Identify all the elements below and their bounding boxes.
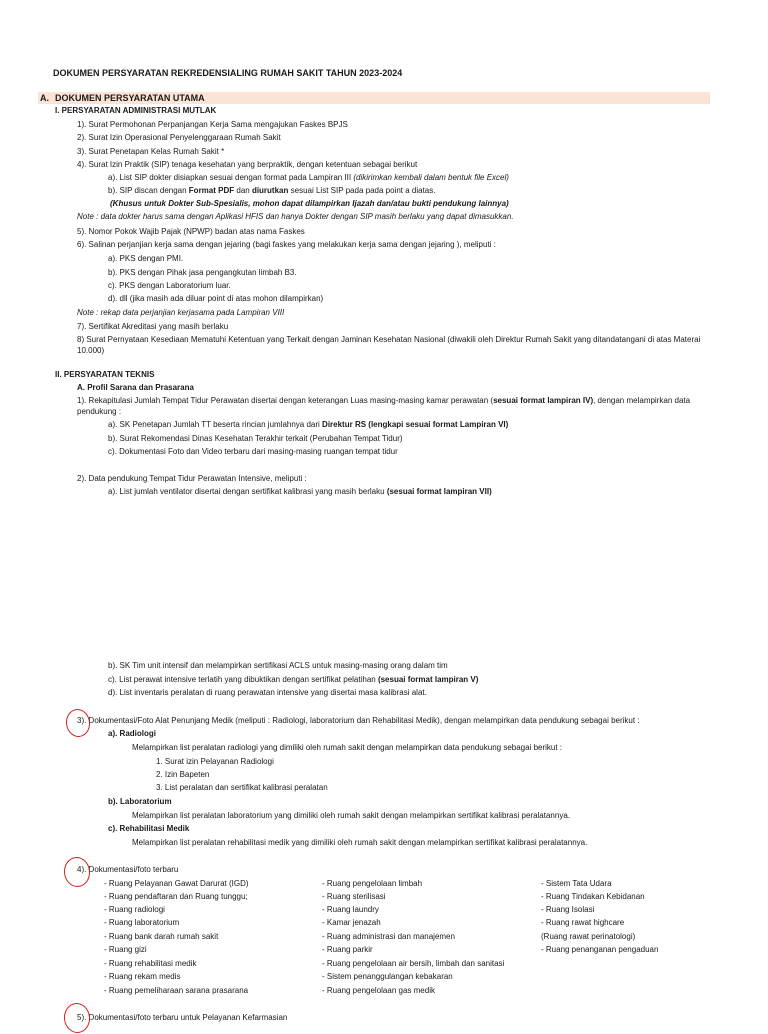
p1a-bold: Direktur RS (lengkapi sesuai format Lampiran VI) [322,420,509,429]
p2a-bold: (sesuai format lampiran VII) [386,487,492,496]
item4b-t2: Format PDF [188,186,235,195]
part1-note1: Note : data dokter harus sama dengan Aplikasi HFIS dan hanya Dokter dengan SIP masih berlaku yang dapat dimasukkan. [77,212,514,221]
list-item: - Ruang penanganan pengaduan [541,945,659,954]
list-item: - Ruang pengelolaan gas medik [322,986,435,995]
part1-item3: 3). Surat Penetapan Kelas Rumah Sakit * [77,147,225,156]
part2-p4: 4). Dokumentasi/foto terbaru [77,865,179,874]
part2-p3a: a). Radiologi [108,729,156,738]
part2-p3b-desc: Melampirkan list peralatan laboratorium yang dimiliki oleh rumah sakit dengan melampirkan sertifikat kalibrasi peralatannya. [132,811,570,820]
red-circle-annotation-5 [63,1002,92,1034]
part1-item4-special: (Khusus untuk Dokter Sub-Spesialis, mohon dapat dilampirkan Ijazah dan/atau bukti pendukung lainnya) [110,199,509,208]
part2-p1-line1 [77,396,690,406]
list-item: - Ruang parkir [322,945,373,954]
list-item: - Ruang rawat highcare [541,918,625,927]
part1-item4b [108,186,435,196]
part2-p5: 5). Dokumentasi/foto terbaru untuk Pelayanan Kefarmasian [77,1013,288,1022]
list-item: - Ruang laboratorium [104,918,180,927]
part1-item6b: b). PKS dengan Pihak jasa pengangkutan limbah B3. [108,268,297,277]
part1-item8-line1: 8) Surat Pernyataan Kesediaan Mematuhi Ketentuan yang Terkait dengan Jaminan Kesehatan Nasional (diwakili oleh Direktur Rumah Sakit yang ditandatangani di atas Materai [77,335,701,344]
part2-p3a-3: 3. List peralatan dan sertifikat kalibrasi peralatan [156,783,328,792]
part1-item6c: c). PKS dengan Laboratorium luar. [108,281,231,290]
list-item: - Ruang sterilisasi [322,892,386,901]
part1-item2: 2). Surat Izin Operasional Penyelenggaraan Rumah Sakit [77,133,281,142]
part2-p2: 2). Data pendukung Tempat Tidur Perawatan Intensive, meliputi : [77,474,307,483]
list-item: - Sistem penanggulangan kebakaran [322,972,453,981]
part1-item6d: d). dll (jika masih ada diluar point di atas mohon dilampirkan) [108,294,324,303]
document-title: DOKUMEN PERSYARATAN REKREDENSIALING RUMAH SAKIT TAHUN 2023-2024 [53,68,403,78]
section-a-number: A. [40,93,49,103]
part2-p1c: c). Dokumentasi Foto dan Video terbaru dari masing-masing ruangan tempat tidur [108,447,398,456]
part2-p3: 3). Dokumentasi/Foto Alat Penunjang Medik (meliputi : Radiologi, laboratorium dan Rehabilitasi Medik), dengan melampirkan data pendukung sebagai berikut : [77,716,640,725]
list-item: - Ruang pengelolaan air bersih, limbah dan sanitasi [322,959,505,968]
list-item: - Ruang bank darah rumah sakit [104,932,219,941]
list-item: (Ruang rawat perinatologi) [541,932,636,941]
item4b-t5: sesuai List SIP pada pada point a diatas. [288,186,436,195]
part2-p3b: b). Laboratorium [108,797,172,806]
list-item: - Ruang radiologi [104,905,165,914]
part1-item5: 5). Nomor Pokok Wajib Pajak (NPWP) badan atas nama Faskes [77,227,305,236]
part2-heading: II. PERSYARATAN TEKNIS [55,370,155,379]
item4b-t3: dan [234,186,252,195]
part2-p3a-desc: Melampirkan list peralatan radiologi yang dimiliki oleh rumah sakit dengan melampirkan data pendukung sebagai berikut : [132,743,563,752]
part1-item8-line2: 10.000) [77,346,105,355]
part2-p2a [108,487,492,497]
part2-p2b: b). SK Tim unit intensif dan melampirkan sertifikasi ACLS untuk masing-masing orang dalam tim [108,661,448,670]
part1-item7: 7). Sertifikat Akreditasi yang masih berlaku [77,322,229,331]
p1-bold: sesuai format lampiran IV) [493,396,594,405]
list-item: - Ruang laundry [322,905,379,914]
list-item: - Ruang rekam medis [104,972,181,981]
part2-subA: A. Profil Sarana dan Prasarana [77,383,194,392]
list-item: - Ruang Pelayanan Gawat Darurat (IGD) [104,879,249,888]
p2c-text: c). List perawat intensive terlatih yang dibuktikan dengan sertifikat pelatihan [108,675,378,684]
item4b-t1: b). SIP discan dengan [108,186,189,195]
p2c-bold: (sesuai format lampiran V) [377,675,479,684]
part2-p2d: d). List inventaris peralatan di ruang perawatan intensive yang disertai masa kalibrasi alat. [108,688,427,697]
part2-p3a-2: 2. Izin Bapeten [156,770,210,779]
list-item: - Ruang gizi [104,945,147,954]
part2-p1-line2: pendukung : [77,407,122,416]
part2-p3c-desc: Melampirkan list peralatan rehabilitasi medik yang dimiliki oleh rumah sakit dengan melampirkan sertifikat kalibrasi peralatannya. [132,838,588,847]
part1-heading: I. PERSYARATAN ADMINISTRASI MUTLAK [55,106,217,115]
part1-note2: Note : rekap data perjanjian kerjasama pada Lampiran VIII [77,308,285,317]
list-item: - Ruang administrasi dan manajemen [322,932,455,941]
list-item: - Ruang Isolasi [541,905,595,914]
p1-post: , dengan melampirkan data [593,396,691,405]
part1-item4: 4). Surat Izin Praktik (SIP) tenaga kesehatan yang berpraktik, dengan ketentuan sebagai berikut [77,160,418,169]
part2-p3a-1: 1. Surat izin Pelayanan Radiologi [156,757,274,766]
list-item: - Kamar jenazah [322,918,381,927]
list-item: - Sistem Tata Udara [541,879,612,888]
item4b-t4: diurutkan [251,186,289,195]
item4a-text: a). List SIP dokter disiapkan sesuai dengan format pada Lampiran III [108,173,354,182]
part1-item6: 6). Salinan perjanjian kerja sama dengan jejaring (bagi faskes yang melakukan kerja sama dengan jejaring ), meliputi : [77,240,496,249]
p1a-text: a). SK Penetapan Jumlah TT beserta rincian jumlahnya dari [108,420,323,429]
list-item: - Ruang pendaftaran dan Ruang tunggu; [104,892,248,901]
list-item: - Ruang Tindakan Kebidanan [541,892,645,901]
item4a-italic: (dikirimkan kembali dalam bentuk file Excel) [353,173,509,182]
list-item: - Ruang rehabilitasi medik [104,959,197,968]
part1-item1: 1). Surat Permohonan Perpanjangan Kerja Sama mengajukan Faskes BPJS [77,120,348,129]
part2-p1b: b). Surat Rekomendasi Dinas Kesehatan Terakhir terkait (Perubahan Tempat Tidur) [108,434,403,443]
section-a-label: DOKUMEN PERSYARATAN UTAMA [55,93,205,103]
list-item: - Ruang pengelolaan limbah [322,879,423,888]
part2-p3c: c). Rehabilitasi Medik [108,824,190,833]
p2a-text: a). List jumlah ventilator disertai dengan sertifikat kalibrasi yang masih berlaku [108,487,387,496]
part1-item6a: a). PKS dengan PMI. [108,254,184,263]
list-item: - Ruang pemeliharaan sarana prasarana [104,986,249,995]
p1-text: 1). Rekapitulasi Jumlah Tempat Tidur Perawatan disertai dengan keterangan Luas masing-masing kamar perawatan ( [77,396,494,405]
part1-item4a [108,173,509,183]
red-circle-annotation-4 [63,856,92,889]
part2-p2c [108,675,478,685]
part2-p1a [108,420,508,430]
red-circle-annotation-3 [64,707,92,738]
